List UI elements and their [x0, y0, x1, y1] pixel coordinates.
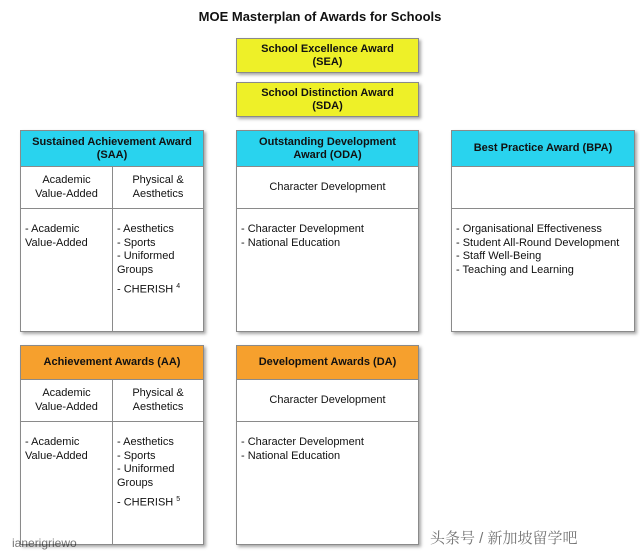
- list-item: - Teaching and Learning: [456, 263, 574, 276]
- aa-box: [20, 345, 204, 545]
- oda-abbrev: Award (ODA): [293, 148, 362, 161]
- oda-box: [236, 130, 419, 332]
- saa-col-physical-head: [113, 167, 203, 208]
- footnote-marker: 4: [176, 283, 181, 290]
- aa-col2-head-line: Physical &: [132, 387, 184, 399]
- da-header: Development Awards (DA): [237, 346, 418, 380]
- sea-box: [236, 38, 419, 73]
- list-item: Value-Added: [25, 449, 88, 462]
- list-item: - National Education: [241, 236, 341, 249]
- list-item: - Character Development: [241, 223, 364, 235]
- aa-col-academic-items: [21, 422, 113, 544]
- oda-title: Outstanding Development: [259, 135, 396, 148]
- saa-box: [20, 130, 204, 332]
- bpa-items-row: [452, 209, 634, 331]
- saa-col2-head-line: Aesthetics: [132, 187, 184, 200]
- saa-col2-head-line: Physical &: [132, 174, 184, 186]
- watermark-right: [430, 527, 578, 548]
- sda-box: [236, 82, 419, 117]
- list-item: - Academic: [25, 436, 80, 448]
- aa-subheader-row: [21, 380, 203, 422]
- list-item: - Student All-Round Development: [456, 236, 620, 249]
- list-item: - Uniformed: [117, 463, 175, 475]
- watermark-right-text: 头条号 / 新加坡留学吧: [430, 530, 578, 547]
- saa-col1-head-line: Academic: [42, 174, 91, 186]
- list-item: - Organisational Effectiveness: [456, 223, 602, 235]
- aa-col1-head-line: Value-Added: [35, 400, 98, 413]
- sea-abbrev: (SEA): [312, 55, 343, 68]
- list-item: [117, 280, 199, 297]
- list-item: - Staff Well-Being: [456, 250, 542, 262]
- bpa-subheader-row: [452, 167, 634, 209]
- watermark-left: ianerigriewo: [12, 536, 77, 550]
- list-item: - Academic: [25, 223, 80, 235]
- da-items: [237, 422, 418, 544]
- aa-header: Achievement Awards (AA): [21, 346, 203, 380]
- da-box: [236, 345, 419, 545]
- aa-col-physical-items: [113, 422, 203, 544]
- aa-col1-head-line: Academic: [42, 387, 91, 399]
- list-item: Groups: [117, 263, 154, 276]
- oda-subheader-row: [237, 167, 418, 209]
- saa-title: Sustained Achievement Award: [32, 135, 192, 148]
- list-item: - Character Development: [241, 436, 364, 448]
- oda-items-row: [237, 209, 418, 331]
- sea-title: School Excellence Award: [261, 42, 394, 55]
- saa-col-physical-items: [113, 209, 203, 331]
- list-item: Value-Added: [25, 236, 88, 249]
- oda-head: Character Development: [269, 180, 386, 193]
- cherish-label: - CHERISH: [117, 283, 174, 296]
- footnote-marker: 5: [176, 496, 181, 503]
- saa-items-row: [21, 209, 203, 331]
- aa-col2-head-line: Aesthetics: [132, 400, 184, 413]
- aa-col-physical-head: [113, 380, 203, 421]
- page-title: MOE Masterplan of Awards for Schools: [198, 9, 442, 24]
- saa-abbrev: (SAA): [96, 148, 128, 161]
- list-item: - Sports: [117, 236, 156, 249]
- oda-header: [237, 131, 418, 167]
- bpa-items: [452, 209, 634, 331]
- list-item: - Aesthetics: [117, 436, 174, 448]
- saa-subheader-row: [21, 167, 203, 209]
- list-item: [117, 493, 199, 510]
- da-items-row: [237, 422, 418, 544]
- sda-abbrev: (SDA): [312, 99, 343, 112]
- bpa-box: [451, 130, 635, 332]
- saa-col-academic-items: [21, 209, 113, 331]
- saa-col-academic-head: [21, 167, 113, 208]
- cherish-label: - CHERISH: [117, 496, 174, 509]
- list-item: - Uniformed: [117, 250, 175, 262]
- list-item: - Aesthetics: [117, 223, 174, 235]
- da-subheader-row: [237, 380, 418, 422]
- list-item: Groups: [117, 476, 154, 489]
- list-item: - Sports: [117, 449, 156, 462]
- oda-items: [237, 209, 418, 331]
- saa-header: [21, 131, 203, 167]
- saa-col1-head-line: Value-Added: [35, 187, 98, 200]
- list-item: - National Education: [241, 449, 341, 462]
- aa-col-academic-head: [21, 380, 113, 421]
- da-head: Character Development: [269, 393, 386, 406]
- bpa-header: Best Practice Award (BPA): [452, 131, 634, 167]
- sda-title: School Distinction Award: [261, 86, 394, 99]
- aa-items-row: [21, 422, 203, 544]
